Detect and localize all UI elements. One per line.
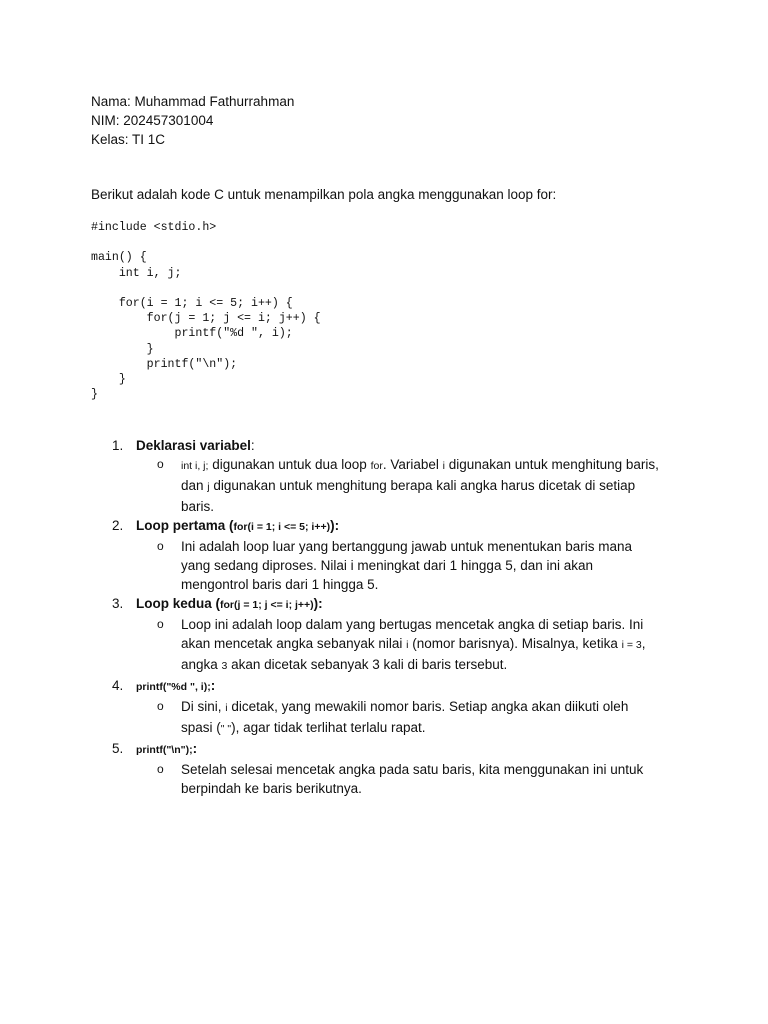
list-item-number: 5. [112,741,124,756]
bullet-icon: o [157,762,164,776]
list-item-2-title [0,516,768,537]
inline-code: int i, j; [181,460,209,472]
bullet-icon: o [157,617,164,631]
inline-code: j [207,481,210,493]
code-block: #include <stdio.h> main() { int i, j; for(i = 1; i <= 5; i++) { for(j = 1; j <= i; j++) { printf("%d ", i); } printf("\n"); } } [91,221,321,402]
inline-code: i [225,702,228,714]
intro-paragraph: Berikut adalah kode C untuk menampilkan pola angka menggunakan loop for: [91,187,557,202]
detail-text: Di sini, [181,699,226,714]
list-item-number: 1. [112,438,124,453]
detail-text: ), agar tidak terlihat terlalu rapat. [231,720,426,735]
list-item-heading-end: ): [313,596,323,611]
student-nim: NIM: 202457301004 [91,113,214,128]
inline-code: i = 3 [621,639,642,651]
list-item-4-title [0,676,768,697]
inline-code: printf("\n"); [136,744,193,756]
detail-text: . Variabel [382,457,443,472]
list-item-number: 3. [112,596,124,611]
inline-code: i [406,639,409,651]
list-item-heading-end: : [210,678,216,693]
list-item-heading: Loop kedua ( [136,596,220,611]
explanation-list [0,436,768,798]
list-item-heading: Deklarasi variabel [136,438,251,453]
inline-code: 3 [221,660,228,672]
list-item-3-detail [0,615,661,676]
list-item-number: 2. [112,518,124,533]
list-item-number: 4. [112,678,124,693]
student-class: Kelas: TI 1C [91,132,166,147]
detail-text: Ini adalah loop luar yang bertanggung jawab untuk menentukan baris mana yang sedang diproses. Nilai i meningkat dari 1 hingga 5, dan ini akan mengontrol baris dari 1 hingga 5. [181,539,633,592]
inline-code: for(j = 1; j <= i; j++) [220,599,314,611]
detail-text: (nomor barisnya). Misalnya, ketika [408,636,622,651]
detail-text: akan dicetak sebanyak 3 kali di baris tersebut. [227,657,508,672]
bullet-icon: o [157,539,164,553]
bullet-icon: o [157,457,164,471]
list-item-heading: Loop pertama ( [136,518,234,533]
list-item-heading-end: ): [330,518,340,533]
student-header [91,92,294,149]
detail-text: digunakan untuk menghitung berapa kali angka harus dicetak di setiap baris. [181,478,636,514]
detail-text: Loop ini adalah loop dalam yang bertugas mencetak angka di setiap baris. Ini akan mencetak angka sebanyak nilai [181,617,644,651]
list-item-colon: : [250,438,255,453]
student-name: Nama: Muhammad Fathurrahman [91,94,295,109]
bullet-icon: o [157,699,164,713]
list-item-2-detail [0,537,661,594]
detail-text: digunakan untuk menghitung baris, dan [181,457,659,493]
inline-code: for [370,460,383,472]
list-item-4-detail [0,697,661,739]
inline-code: for(i = 1; i <= 5; i++) [233,521,331,533]
list-item-5-detail [0,760,661,798]
list-item-5-title [0,739,768,760]
inline-code: i [442,460,445,472]
list-item-1-title [0,436,768,455]
detail-text: digunakan untuk dua loop [208,457,371,472]
detail-text: dicetak, yang mewakili nomor baris. Setiap angka akan diikuti oleh spasi ( [181,699,629,735]
list-item-heading-end: : [192,741,198,756]
detail-text: , angka [181,636,646,672]
inline-code: printf("%d ", i); [136,681,211,693]
inline-code: " " [220,723,232,735]
detail-text: Setelah selesai mencetak angka pada satu baris, kita menggunakan ini untuk berpindah ke baris berikutnya. [181,762,644,796]
list-item-1-detail [0,455,661,516]
list-item-3-title [0,594,768,615]
